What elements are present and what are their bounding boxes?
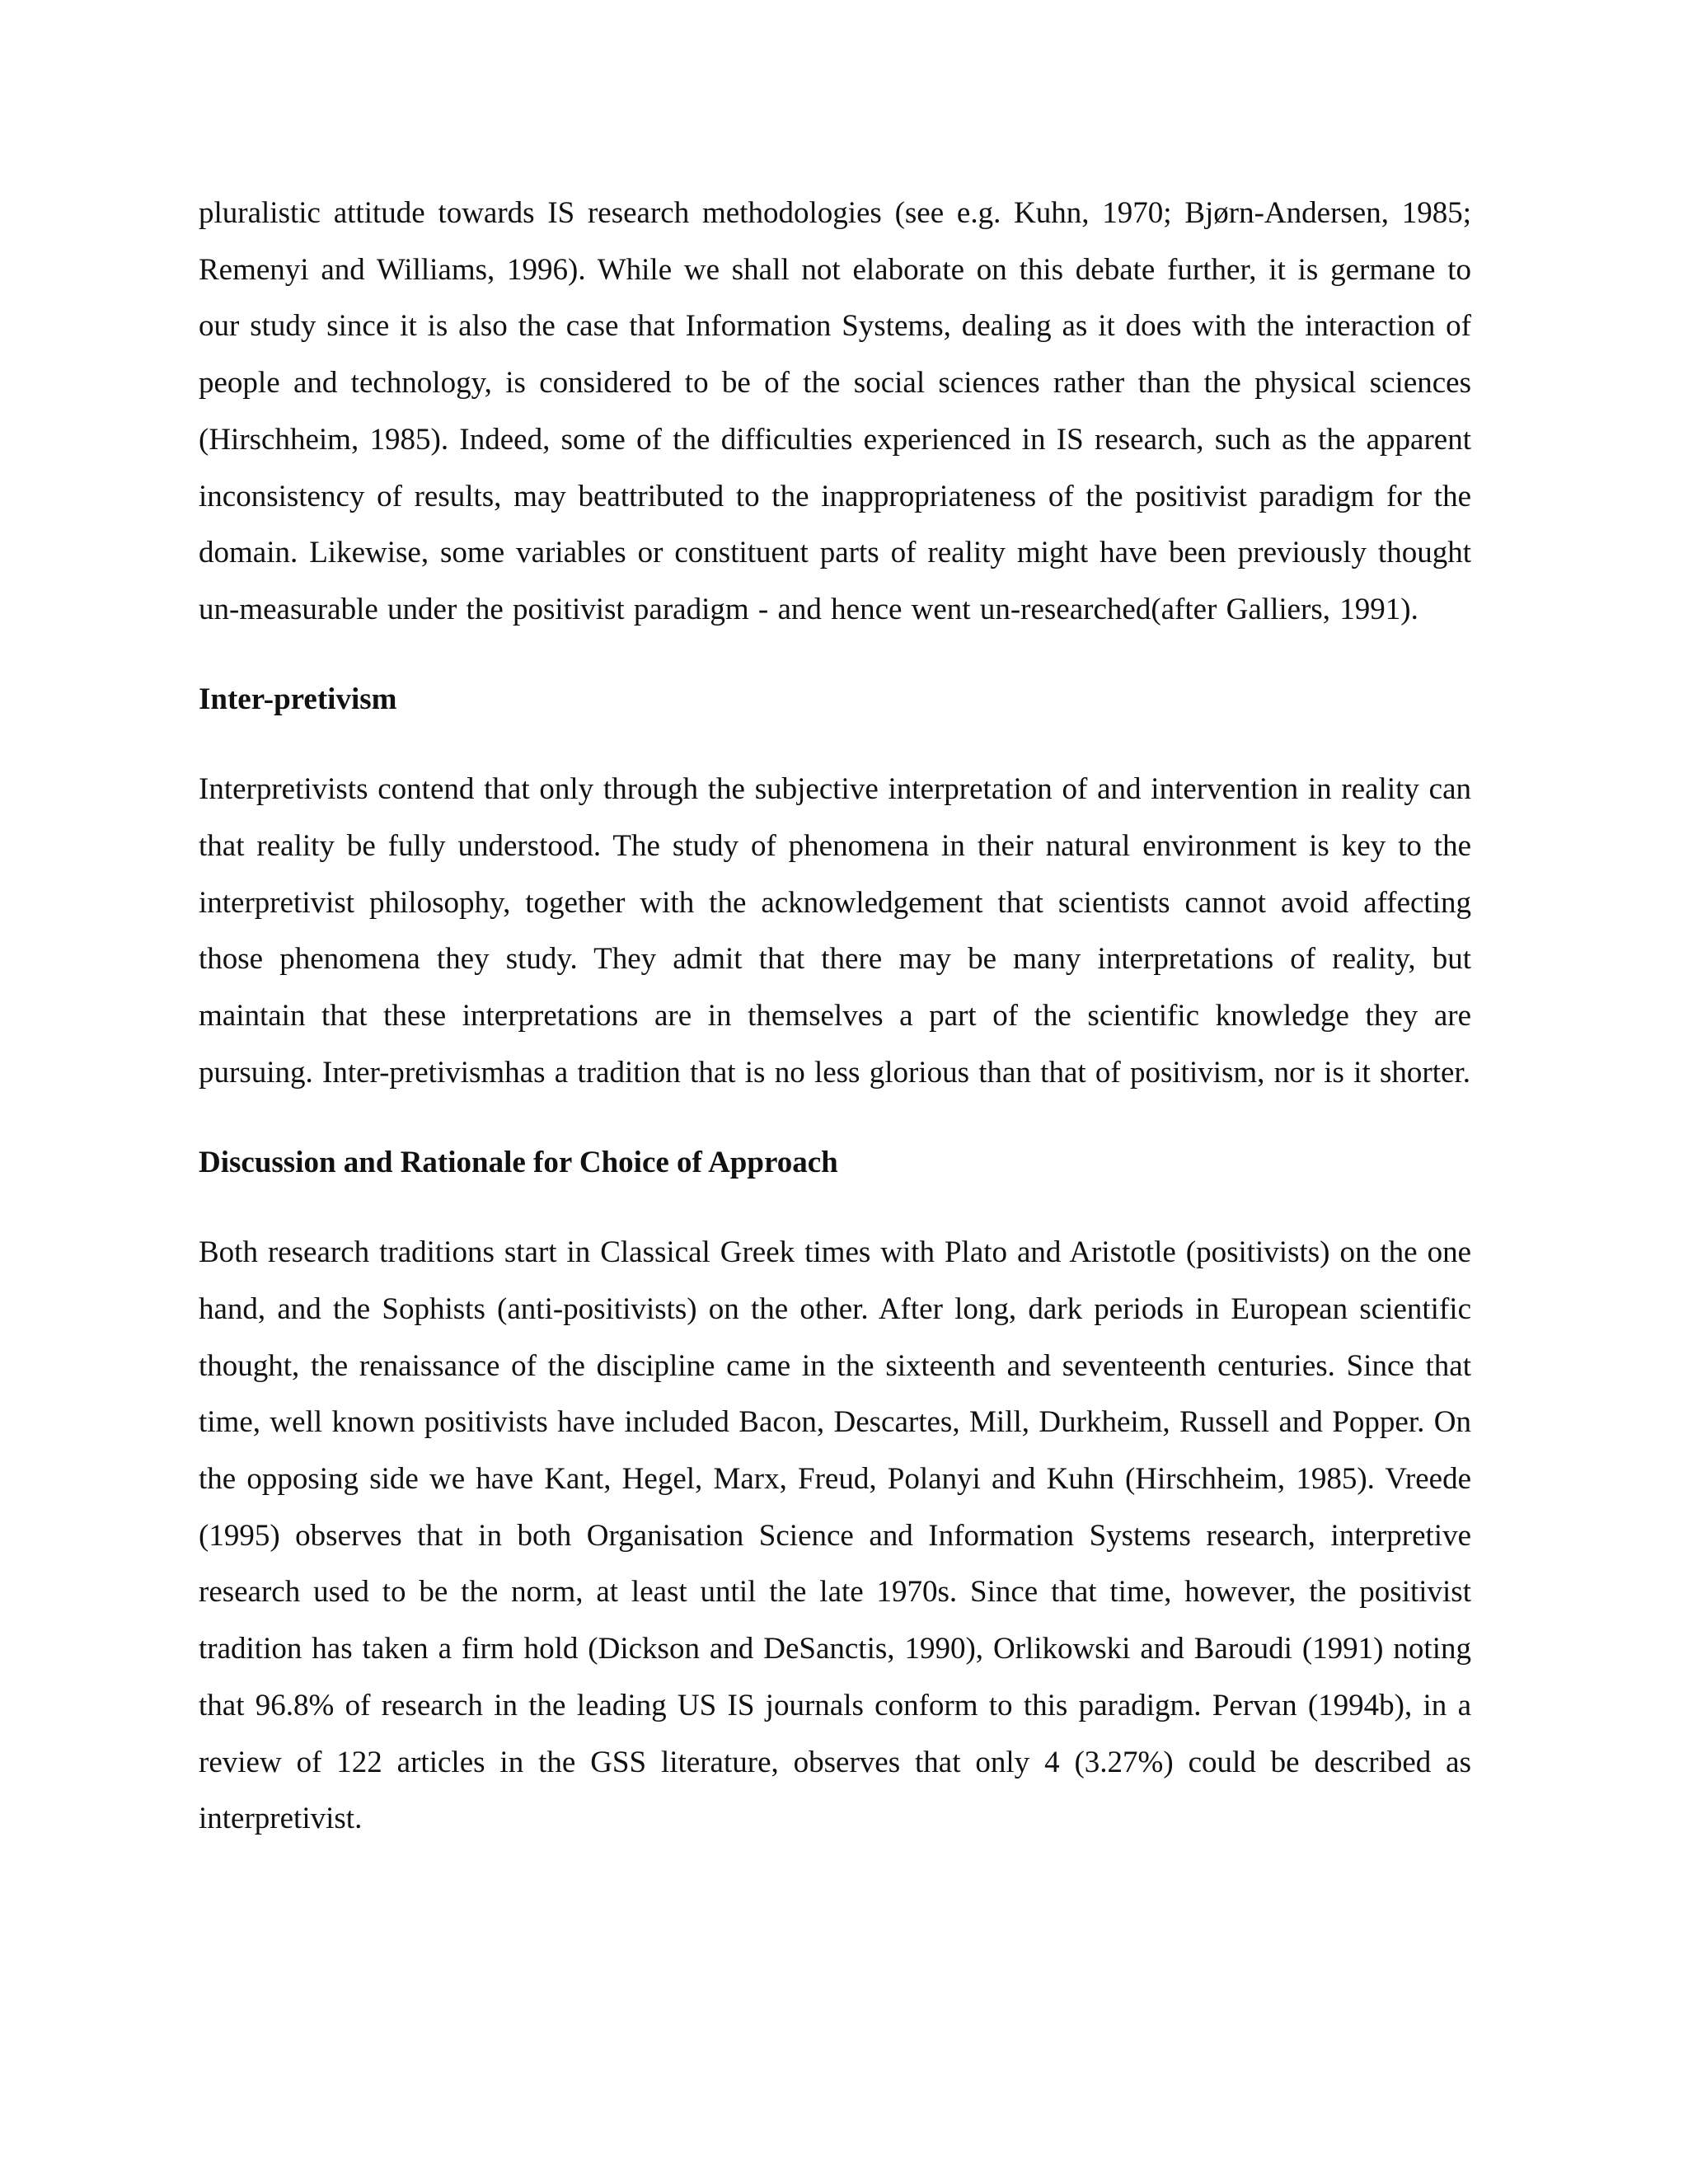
section-heading-interpretivism: Inter-pretivism	[199, 682, 397, 716]
spacer	[199, 1191, 1471, 1225]
paragraph-research-traditions: Both research traditions start in Classical Greek times with Plato and Aristotle (positivists) on the one hand, and the Sophists (anti-positivists) on the other. After long, dark periods in European scientific thought, the renaissance of the discipline came in the sixteenth and seventeenth centuries. Since that time, well known positivists have included Bacon, Descartes, Mill, Durkheim, Russell and Popper. On the opposing side we have Kant, Hegel, Marx, Freud, Polanyi and Kuhn (Hirschheim, 1985). Vreede (1995) observes that in both Organisation Science and Information Systems research, interpretive research used to be the norm, at least until the late 1970s. Since that time, however, the positivist tradition has taken a firm hold (Dickson and DeSanctis, 1990), Orlikowski and Baroudi (1991) noting that 96.8% of research in the leading US IS journals conform to this paradigm. Pervan (1994b), in a review of 122 articles in the GSS literature, observes that only 4 (3.27%) could be described as interpretivist.	[199, 1235, 1471, 1836]
paragraph-pluralistic-attitude: pluralistic attitude towards IS research methodologies (see e.g. Kuhn, 1970; Bjørn-Andersen, 1985; Remenyi and Williams, 1996). While we shall not elaborate on this debate further, it is germane to our study since it is also the case that Information Systems, dealing as it does with the interaction of people and technology, is considered to be of the social sciences rather than the physical sciences (Hirschheim, 1985). Indeed, some of the difficulties experienced in IS research, such as the apparent inconsistency of results, may beattributed to the inappropriateness of the positivist paradigm for the domain. Likewise, some variables or constituent parts of reality might have been previously thought un-measurable under the positivist paradigm - and hence went un-researched(after Galliers, 1991).	[199, 196, 1471, 626]
spacer	[199, 639, 1471, 672]
spacer	[199, 1102, 1471, 1135]
document-body	[199, 185, 1471, 1848]
paragraph-interpretivists: Interpretivists contend that only through the subjective interpretation of and intervention in reality can that reality be fully understood. The study of phenomena in their natural environment is key to the interpretivist philosophy, together with the acknowledgement that scientists cannot avoid affecting those phenomena they study. They admit that there may be many interpretations of reality, but maintain that these interpretations are in themselves a part of the scientific knowledge they are pursuing. Inter-pretivismhas a tradition that is no less glorious than that of positivism, nor is it shorter.	[199, 772, 1471, 1090]
spacer	[199, 728, 1471, 762]
section-heading-discussion: Discussion and Rationale for Choice of Approach	[199, 1145, 838, 1179]
